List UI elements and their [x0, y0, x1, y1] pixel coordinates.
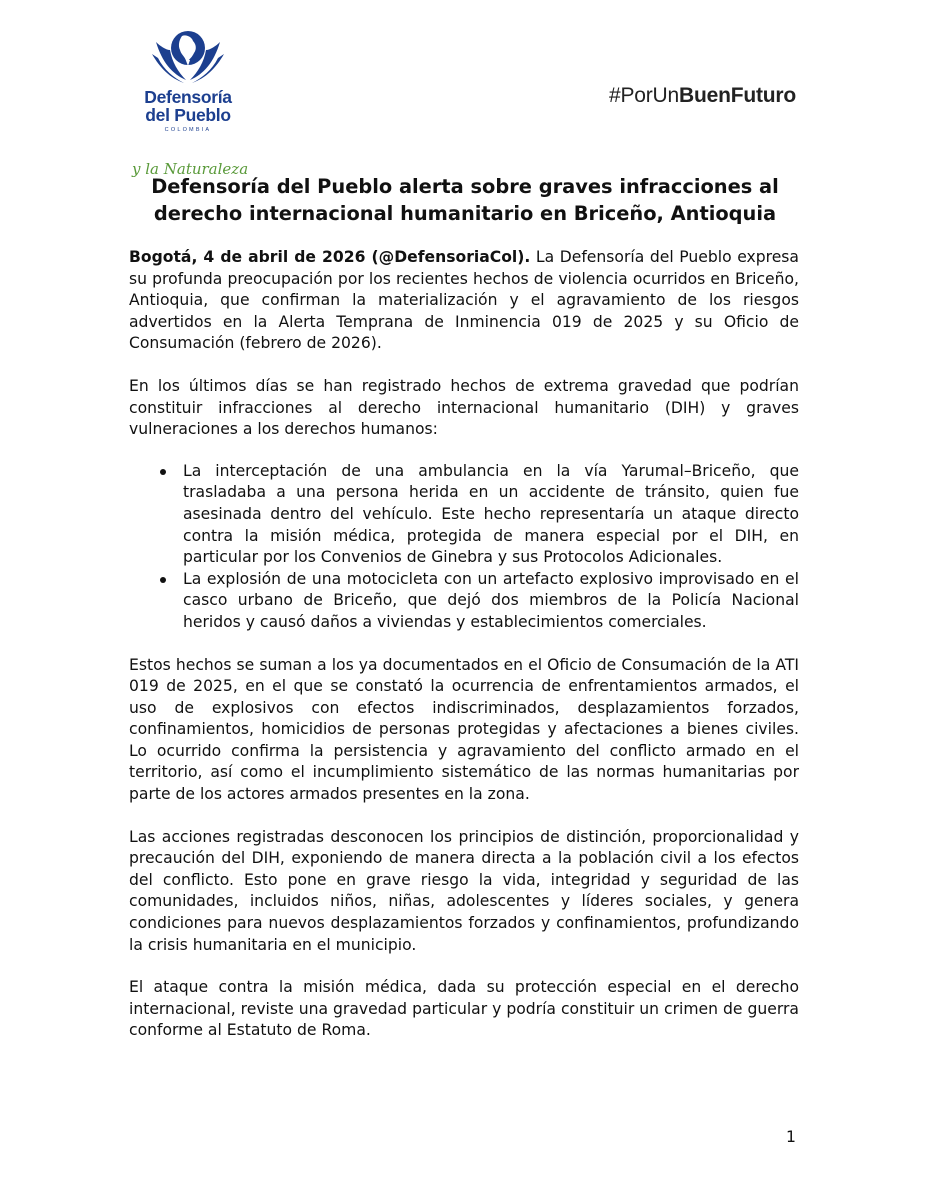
- list-item: La interceptación de una ambulancia en la vía Yarumal–Briceño, que trasladaba a una persona herida en un accidente de tránsito, quien fue asesinada dentro del vehículo. Este hecho representaría un ataque directo contra la misión médica, protegida de manera especial por el DIH, en particular por los Convenios de Ginebra y sus Protocolos Adicionales.: [183, 461, 799, 569]
- document-title: [120, 173, 810, 227]
- defensoria-logo: [118, 28, 258, 178]
- paragraph-4: Las acciones registradas desconocen los principios de distinción, proporcionalidad y precaución del DIH, exponiendo de manera directa a la población civil a los efectos del conflicto. Esto pone en grave riesgo la vida, integridad y seguridad de las comunidades, incluidos niños, niñas, adolescentes y líderes sociales, y genera condiciones para nuevos desplazamientos forzados y confinamientos, profundizando la crisis humanitaria en el municipio.: [129, 827, 799, 954]
- intro-text: La Defensoría del Pueblo expresa su profunda preocupación por los recientes hechos de violencia ocurridos en Briceño, Antioquia, que confirman la materialización y el agravamiento de los riesgos advertidos en la Alerta Temprana de Inminencia 019 de 2025 y su Oficio de Consumación (febrero de 2026).: [129, 248, 799, 353]
- document-body: [129, 247, 799, 1042]
- title-line-1: Defensoría del Pueblo alerta sobre graves infracciones al: [151, 175, 779, 198]
- hands-dove-map-icon: [152, 28, 224, 86]
- list-item: La explosión de una motocicleta con un artefacto explosivo improvisado en el casco urbano de Briceño, que dejó dos miembros de la Policía Nacional heridos y causó daños a viviendas y establecimientos comerciales.: [183, 569, 799, 634]
- org-tagline: y la Naturaleza: [132, 160, 249, 178]
- incident-list: [129, 461, 799, 634]
- org-country: COLOMBIA: [164, 127, 212, 133]
- paragraph-2: En los últimos días se han registrado hechos de extrema gravedad que podrían constituir infracciones al derecho internacional humanitario (DIH) y graves vulneraciones a los derechos humanos:: [129, 376, 799, 439]
- hashtag-bold: BuenFuturo: [679, 84, 796, 107]
- org-name: [118, 88, 258, 124]
- org-name-line2: del Pueblo: [145, 105, 231, 125]
- campaign-hashtag: [609, 84, 796, 108]
- title-line-2: derecho internacional humanitario en Briceño, Antioquia: [153, 202, 777, 225]
- paragraph-3: Estos hechos se suman a los ya documentados en el Oficio de Consumación de la ATI 019 de 2025, en el que se constató la ocurrencia de enfrentamientos armados, el uso de explosivos con efectos indiscriminados, desplazamientos forzados, confinamientos, homicidios de personas protegidas y afectaciones a bienes civiles. Lo ocurrido confirma la persistencia y agravamiento del conflicto armado en el territorio, así como el incumplimiento sistemático de las normas humanitarias por parte de los actores armados presentes en la zona.: [129, 655, 799, 804]
- dateline: Bogotá, 4 de abril de 2026 (@DefensoriaCol).: [129, 248, 531, 266]
- hashtag-prefix: #PorUn: [609, 84, 680, 107]
- page-number: 1: [786, 1128, 796, 1146]
- paragraph-5: El ataque contra la misión médica, dada su protección especial en el derecho internacional, reviste una gravedad particular y podría constituir un crimen de guerra conforme al Estatuto de Roma.: [129, 978, 799, 1040]
- org-name-line1: Defensoría: [144, 87, 232, 107]
- intro-paragraph: [129, 247, 799, 355]
